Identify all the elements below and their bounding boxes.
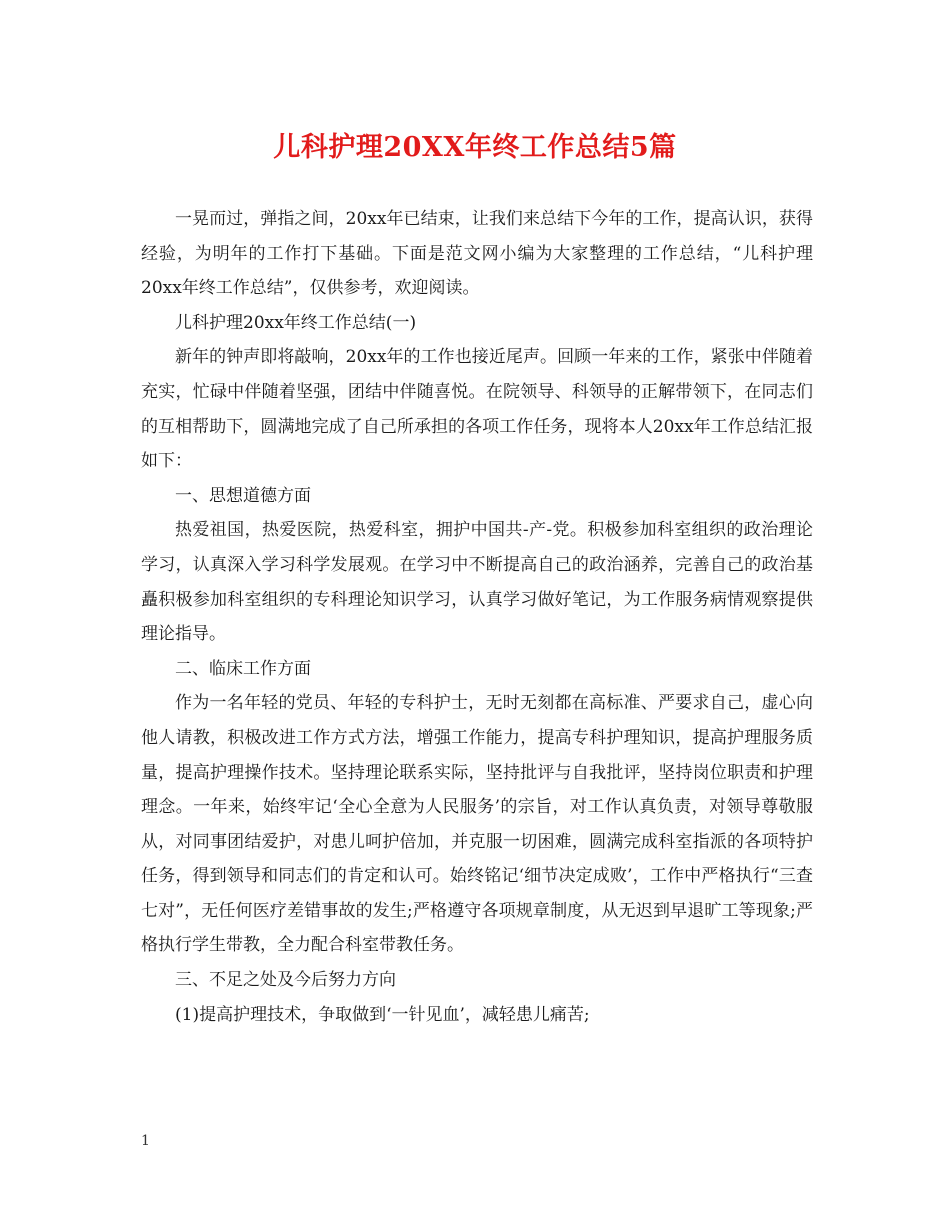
ideology-paragraph: 热爱祖国，热爱医院，热爱科室，拥护中国共-产-党。积极参加科室组织的政治理论学习，认真深入学习科学发展观。在学习中不断提高自己的政治涵养，完善自己的政治基矗积极参加科室组织的专科理论知识学习，认真学习做好笔记，为工作服务病情观察提供理论指导。 <box>141 520 813 645</box>
overview-paragraph: 新年的钟声即将敲响，20xx年的工作也接近尾声。回顾一年来的工作，紧张中伴随着充实，忙碌中伴随着坚强，团结中伴随喜悦。在院领导、科领导的正解带领下，在同志们的互相帮助下，圆满地完成了自己所承担的各项工作任务，现将本人20xx年工作总结汇报如下： <box>141 347 813 472</box>
improvement-item-1: (1)提高护理技术，争取做到‘一针见血’，减轻患儿痛苦; <box>175 1004 590 1025</box>
document-title: 儿科护理20XX年终工作总结5篇 <box>273 132 677 163</box>
intro-paragraph: 一晃而过，弹指之间，20xx年已结束，让我们来总结下今年的工作，提高认识，获得经验，为明年的工作打下基础。下面是范文网小编为大家整理的工作总结，“儿科护理20xx年终工作总结”，仅供参考，欢迎阅读。 <box>141 209 813 299</box>
document-body <box>141 202 813 1032</box>
heading-clinical-work: 二、临床工作方面 <box>175 658 311 679</box>
clinical-paragraph: 作为一名年轻的党员、年轻的专科护士，无时无刻都在高标准、严要求自己，虚心向他人请教，积极改进工作方式方法，增强工作能力，提高专科护理知识，提高护理服务质量，提高护理操作技术。坚持理论联系实际，坚持批评与自我批评，坚持岗位职责和护理理念。一年来，始终牢记‘全心全意为人民服务’的宗旨，对工作认真负责，对领导尊敬服从，对同事团结爱护，对患儿呵护倍加，并克服一切困难，圆满完成科室指派的各项特护任务，得到领导和同志们的肯定和认可。始终铭记‘细节决定成败’，工作中严格执行“三查七对”，无任何医疗差错事故的发生;严格遵守各项规章制度，从无迟到早退旷工等现象;严格执行学生带教，全力配合科室带教任务。 <box>141 693 813 956</box>
section-heading-part-one: 儿科护理20xx年终工作总结(一) <box>175 312 417 333</box>
page-number: 1 <box>141 1133 150 1149</box>
heading-ideology-morality: 一、思想道德方面 <box>175 485 311 506</box>
heading-shortcomings: 三、不足之处及今后努力方向 <box>175 970 396 991</box>
